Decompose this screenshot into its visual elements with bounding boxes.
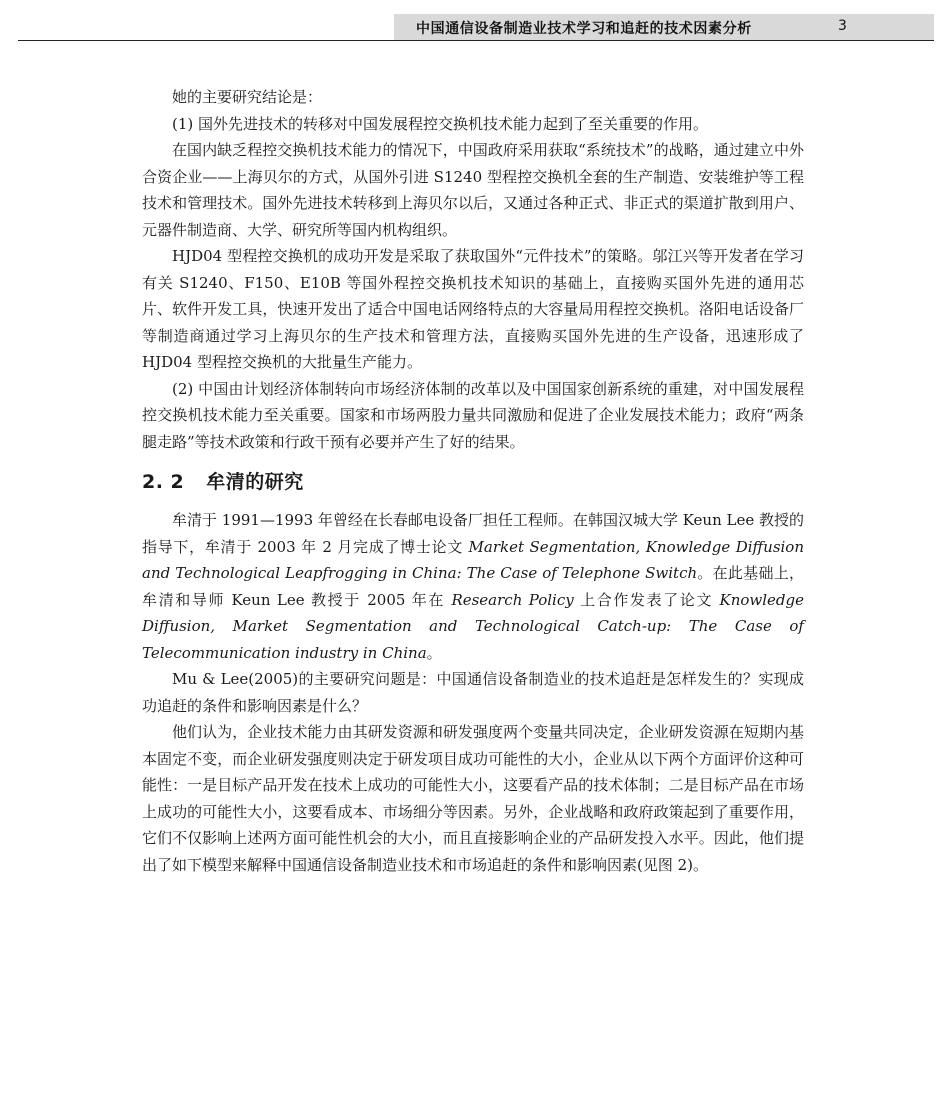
page-number: 3 — [838, 18, 847, 34]
article-title: Knowledge Diffusion, Market Segmentation and Technological Catch-up: The Case of Telecommunication industry in China — [142, 590, 804, 662]
section-title: 牟清的研究 — [206, 471, 304, 493]
paragraph-model: 他们认为，企业技术能力由其研发资源和研发强度两个变量共同决定，企业研发资源在短期内基本固定不变，而企业研发强度则决定于研发项目成功可能性的大小，企业从以下两个方面评价这种可能性：一是目标产品开发在技术上成功的可能性大小，这要看产品的技术体制；二是目标产品在市场上成功的可能性大小，这要看成本、市场细分等因素。另外，企业战略和政府政策起到了重要作用，它们不仅影响上述两方面可能性机会的大小，而且直接影响企业的产品研发投入水平。因此，他们提出了如下模型来解释中国通信设备制造业技术和市场追赶的条件和影响因素(见图 2)。 — [142, 723, 804, 874]
paragraph-conclusion-intro: 她的主要研究结论是： — [172, 88, 323, 106]
running-header — [18, 14, 934, 41]
paragraph-conclusion-2: (2) 中国由计划经济体制转向市场经济体制的改革以及中国国家创新系统的重建，对中国发展程控交换机技术能力至关重要。国家和市场两股力量共同激励和促进了企业发展技术能力；政府“两条腿走路”等技术政策和行政干预有必要并产生了好的结果。 — [142, 379, 804, 451]
paragraph-hjd04: HJD04 型程控交换机的成功开发是采取了获取国外“元件技术”的策略。邬江兴等开发者在学习有关 S1240、F150、E10B 等国外程控交换机技术知识的基础上，直接购买国外先进的通用芯片、软件开发工具，快速开发出了适合中国电话网络特点的大容量局用程控交换机。洛阳电话设备厂等制造商通过学习上海贝尔的生产技术和管理方法，直接购买国外先进的生产设备，迅速形成了 HJD04 型程控交换机的大批量生产能力。 — [142, 247, 804, 371]
paragraph-mu-qing — [142, 507, 804, 666]
section-number: 2. 2 — [142, 471, 185, 493]
page-body — [142, 84, 804, 878]
running-header-title: 中国通信设备制造业技术学习和追赶的技术因素分析 — [416, 21, 752, 37]
journal-name: Research Policy — [451, 590, 574, 609]
paragraph-conclusion-1: (1) 国外先进技术的转移对中国发展程控交换机技术能力起到了至关重要的作用。 — [172, 114, 709, 133]
mu-text-2: 。在此基础上，牟清和导师 Keun Lee 教授于 2005 年在 — [142, 564, 804, 609]
paragraph-system-technology: 在国内缺乏程控交换机技术能力的情况下，中国政府采用获取“系统技术”的战略，通过建立中外合资企业——上海贝尔的方式，从国外引进 S1240 型程控交换机全套的生产制造、安装维护等工程技术和管理技术。国外先进技术转移到上海贝尔以后，又通过各种正式、非正式的渠道扩散到用户、元器件制造商、大学、研究所等国内机构组织。 — [142, 141, 804, 239]
mu-text-4: 。 — [426, 643, 442, 662]
mu-text-1: 牟清于 1991—1993 年曾经在长春邮电设备厂担任工程师。在韩国汉城大学 Keun Lee 教授的指导下，牟清于 2003 年 2 月完成了博士论文 — [142, 511, 804, 556]
thesis-title: Market Segmentation, Knowledge Diffusion and Technological Leapfrogging in China: The Case of Telephone Switch — [142, 537, 805, 582]
mu-text-3: 上合作发表了论文 — [573, 590, 720, 609]
paragraph-research-question: Mu & Lee(2005)的主要研究问题是：中国通信设备制造业的技术追赶是怎样发生的？实现成功追赶的条件和影响因素是什么？ — [142, 670, 804, 715]
section-heading — [142, 467, 804, 497]
